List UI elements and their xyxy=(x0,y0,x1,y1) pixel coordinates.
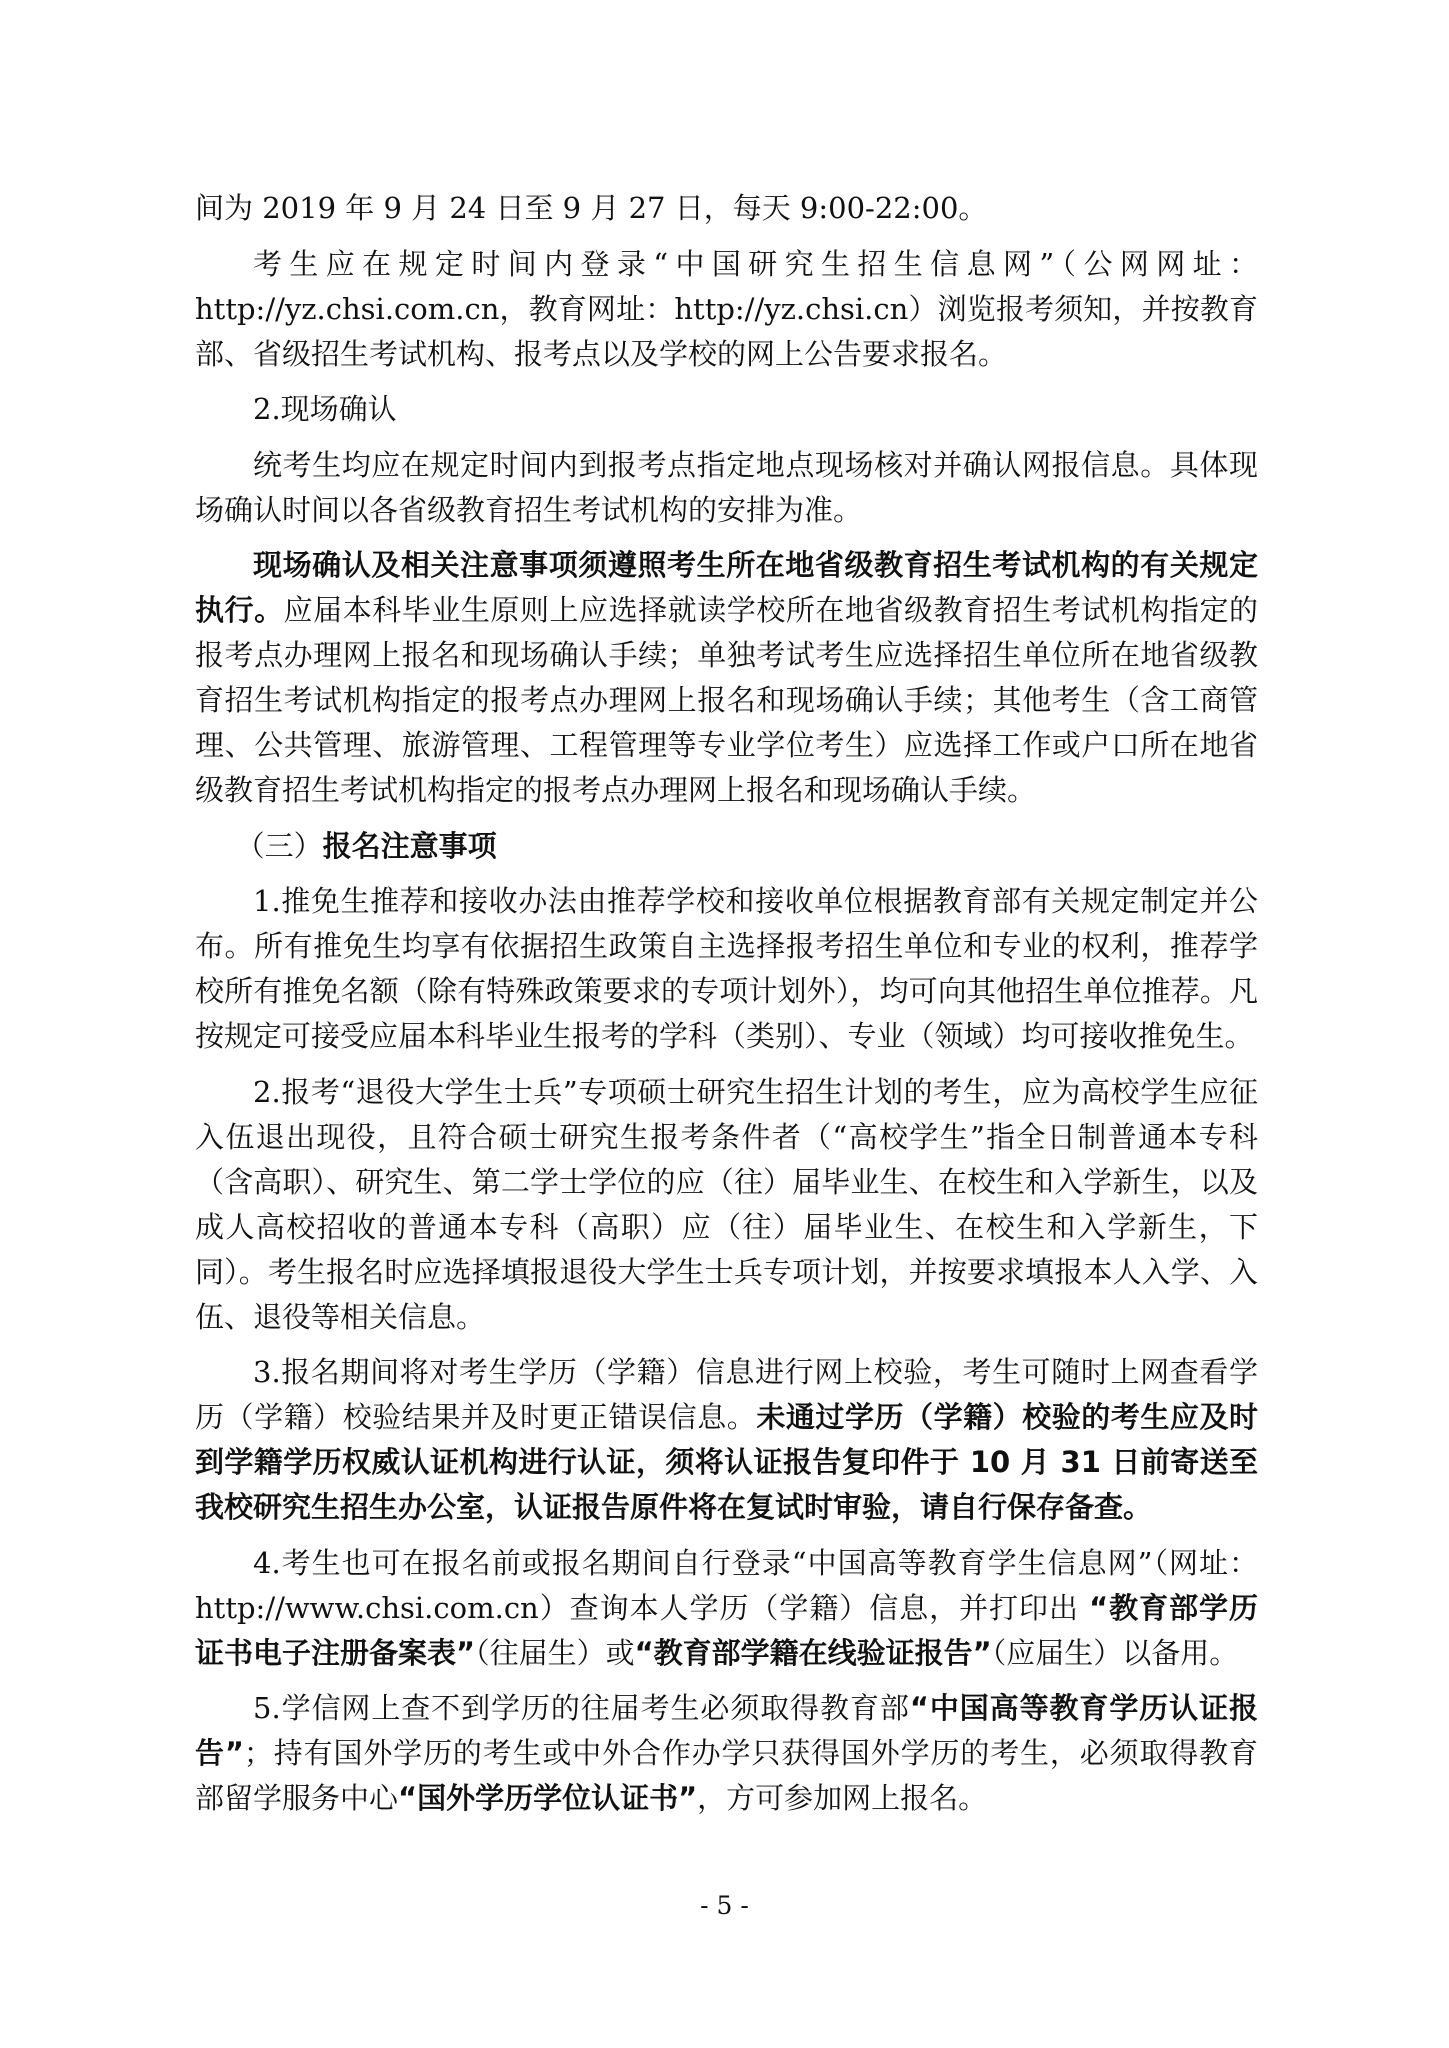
paragraph-text: ；持有国外学历的考生或中外合作办学只获得国外学历的考生，必须取得教育部留学服务中心 xyxy=(195,1736,1258,1815)
paragraph-confirmation-rules xyxy=(195,543,1258,813)
paragraph-note-5 xyxy=(195,1686,1258,1821)
paragraph-text: （应届生）以备用。 xyxy=(991,1635,1239,1670)
bold-text: “中国高等教育学历认证报告” xyxy=(195,1691,1259,1770)
heading-prefix: （三） xyxy=(235,828,323,863)
heading-text: 2.现场确认 xyxy=(253,392,397,426)
paragraph-text: 统考生均应在规定时间内到报考点指定地点现场核对并确认网报信息。具体现场确认时间以各省级教育招生考试机构的安排为准。 xyxy=(195,447,1258,527)
bold-text: “教育部学历证书电子注册备案表” xyxy=(195,1590,1258,1670)
paragraph-text: 应届本科毕业生原则上应选择就读学校所在地省级教育招生考试机构指定的报考点办理网上报名和现场确认手续；单独考试考生应选择招生单位所在地省级教育招生考试机构指定的报考点办理网上报名和现场确认手续；其他考生（含工商管理、公共管理、旅游管理、工程管理等专业学位考生）应选择工作或户口所在地省级教育招生考试机构指定的报考点办理网上报名和现场确认手续。 xyxy=(195,593,1258,807)
heading-bold-text: 报名注意事项 xyxy=(322,828,497,863)
paragraph-registration-time xyxy=(195,186,1258,231)
page-number: - 5 - xyxy=(700,1891,749,1920)
bold-text: “国外学历学位认证书” xyxy=(398,1781,698,1815)
bold-text: 未通过学历（学籍）校验的考生应及时到学籍学历权威认证机构进行认证，须将认证报告复印件于 10 月 31 日前寄送至我校研究生招生办公室，认证报告原件将在复试时审验，请自行保存备查。 xyxy=(195,1400,1258,1524)
section-heading-registration-notes xyxy=(195,824,1258,869)
paragraph-text: 1.推免生推荐和接收办法由推荐学校和接收单位根据教育部有关规定制定并公布。所有推免生均享有依据招生政策自主选择报考招生单位和专业的权利，推荐学校所有推免名额（除有特殊政策要求的专项计划外），均可向其他招生单位推荐。凡按规定可接受应届本科毕业生报考的学科（类别）、专业（领域）均可接收推免生。 xyxy=(195,884,1258,1053)
paragraph-online-login xyxy=(195,242,1258,377)
paragraph-text: 考生应在规定时间内登录“中国研究生招生信息网”（公网网址：http://yz.chsi.com.cn，教育网址：http://yz.chsi.cn）浏览报考须知，并按教育部、省级招生考试机构、报考点以及学校的网上公告要求报名。 xyxy=(195,246,1258,371)
paragraph-text: （往届生）或 xyxy=(475,1635,635,1670)
paragraph-text: 2.报考“退役大学生士兵”专项硕士研究生招生计划的考生，应为高校学生应征入伍退出现役，且符合硕士研究生报考条件者（“高校学生”指全日制普通本专科（含高职）、研究生、第二学士学位的应（往）届毕业生、在校生和入学新生，以及成人高校招收的普通本专科（高职）应（往）届毕业生、在校生和入学新生，下同）。考生报名时应选择填报退役大学生士兵专项计划，并按要求填报本人入学、入伍、退役等相关信息。 xyxy=(195,1074,1258,1334)
paragraph-note-2 xyxy=(195,1070,1258,1340)
paragraph-note-4 xyxy=(195,1541,1258,1676)
paragraph-text: 3.报名期间将对考生学历（学籍）信息进行网上校验，考生可随时上网查看学历（学籍）校验结果并及时更正错误信息。 xyxy=(195,1355,1258,1434)
section-heading-onsite-confirmation xyxy=(195,387,1258,432)
paragraph-text: 间为 2019 年 9 月 24 日至 9 月 27 日，每天 9:00-22:00。 xyxy=(195,191,988,225)
paragraph-text: 5.学信网上查不到学历的往届考生必须取得教育部 xyxy=(253,1691,910,1725)
document-body xyxy=(195,186,1258,1832)
paragraph-onsite-confirmation xyxy=(195,443,1258,533)
paragraph-text: 4.考生也可在报名前或报名期间自行登录“中国高等教育学生信息网”（网址：http://www.chsi.com.cn）查询本人学历（学籍）信息，并打印出 xyxy=(195,1545,1258,1625)
paragraph-note-3 xyxy=(195,1350,1258,1530)
bold-text: 现场确认及相关注意事项须遵照考生所在地省级教育招生考试机构的有关规定执行。 xyxy=(195,548,1258,627)
paragraph-text: ，方可参加网上报名。 xyxy=(697,1781,988,1815)
paragraph-note-1 xyxy=(195,879,1258,1059)
bold-text: “教育部学籍在线验证报告” xyxy=(634,1635,992,1670)
